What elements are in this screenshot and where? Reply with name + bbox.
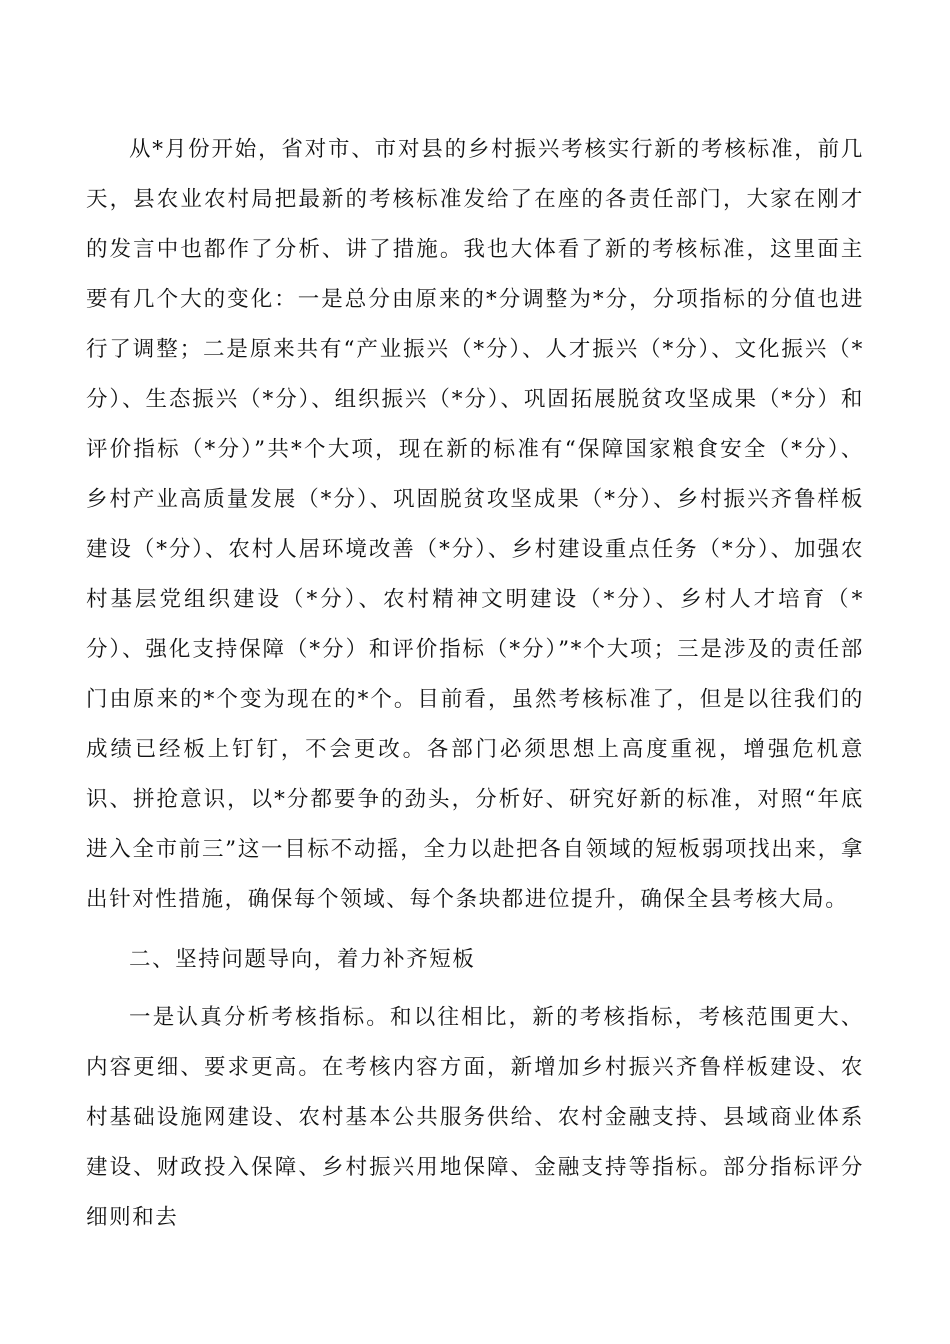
body-paragraph: 一是认真分析考核指标。和以往相比，新的考核指标，考核范围更大、内容更细、要求更高。在考核内容方面，新增加乡村振兴齐鲁样板建设、农村基础设施网建设、农村基本公共服务供给、农村金融支持、县域商业体系建设、财政投入保障、乡村振兴用地保障、金融支持等指标。部分指标评分细则和去 bbox=[86, 1005, 864, 1230]
body-paragraph: 从*月份开始，省对市、市对县的乡村振兴考核实行新的考核标准，前几天，县农业农村局把最新的考核标准发给了在座的各责任部门，大家在刚才的发言中也都作了分析、讲了措施。我也大体看了新的考核标准，这里面主要有几个大的变化：一是总分由原来的*分调整为*分，分项指标的分值也进行了调整；二是原来共有“产业振兴（*分）、人才振兴（*分）、文化振兴（*分）、生态振兴（*分）、组织振兴（*分）、巩固拓展脱贫攻坚成果（*分）和评价指标（*分）”共*个大项，现在新的标准有“保障国家粮食安全（*分）、乡村产业高质量发展（*分）、巩固脱贫攻坚成果（*分）、乡村振兴齐鲁样板建设（*分）、农村人居环境改善（*分）、乡村建设重点任务（*分）、加强农村基层党组织建设（*分）、农村精神文明建设（*分）、乡村人才培育（*分）、强化支持保障（*分）和评价指标（*分）”*个大项；三是涉及的责任部门由原来的*个变为现在的*个。目前看，虽然考核标准了，但是以往我们的成绩已经板上钉钉，不会更改。各部门必须思想上高度重视，增强危机意识、拼抢意识，以*分都要争的劲头，分析好、研究好新的标准，对照“年底进入全市前三”这一目标不动摇，全力以赴把各自领域的短板弱项找出来，拿出针对性措施，确保每个领域、每个条块都进位提升，确保全县考核大局。 bbox=[86, 137, 864, 912]
document-body bbox=[86, 125, 864, 1243]
section-heading: 二、坚持问题导向，着力补齐短板 bbox=[129, 947, 476, 972]
